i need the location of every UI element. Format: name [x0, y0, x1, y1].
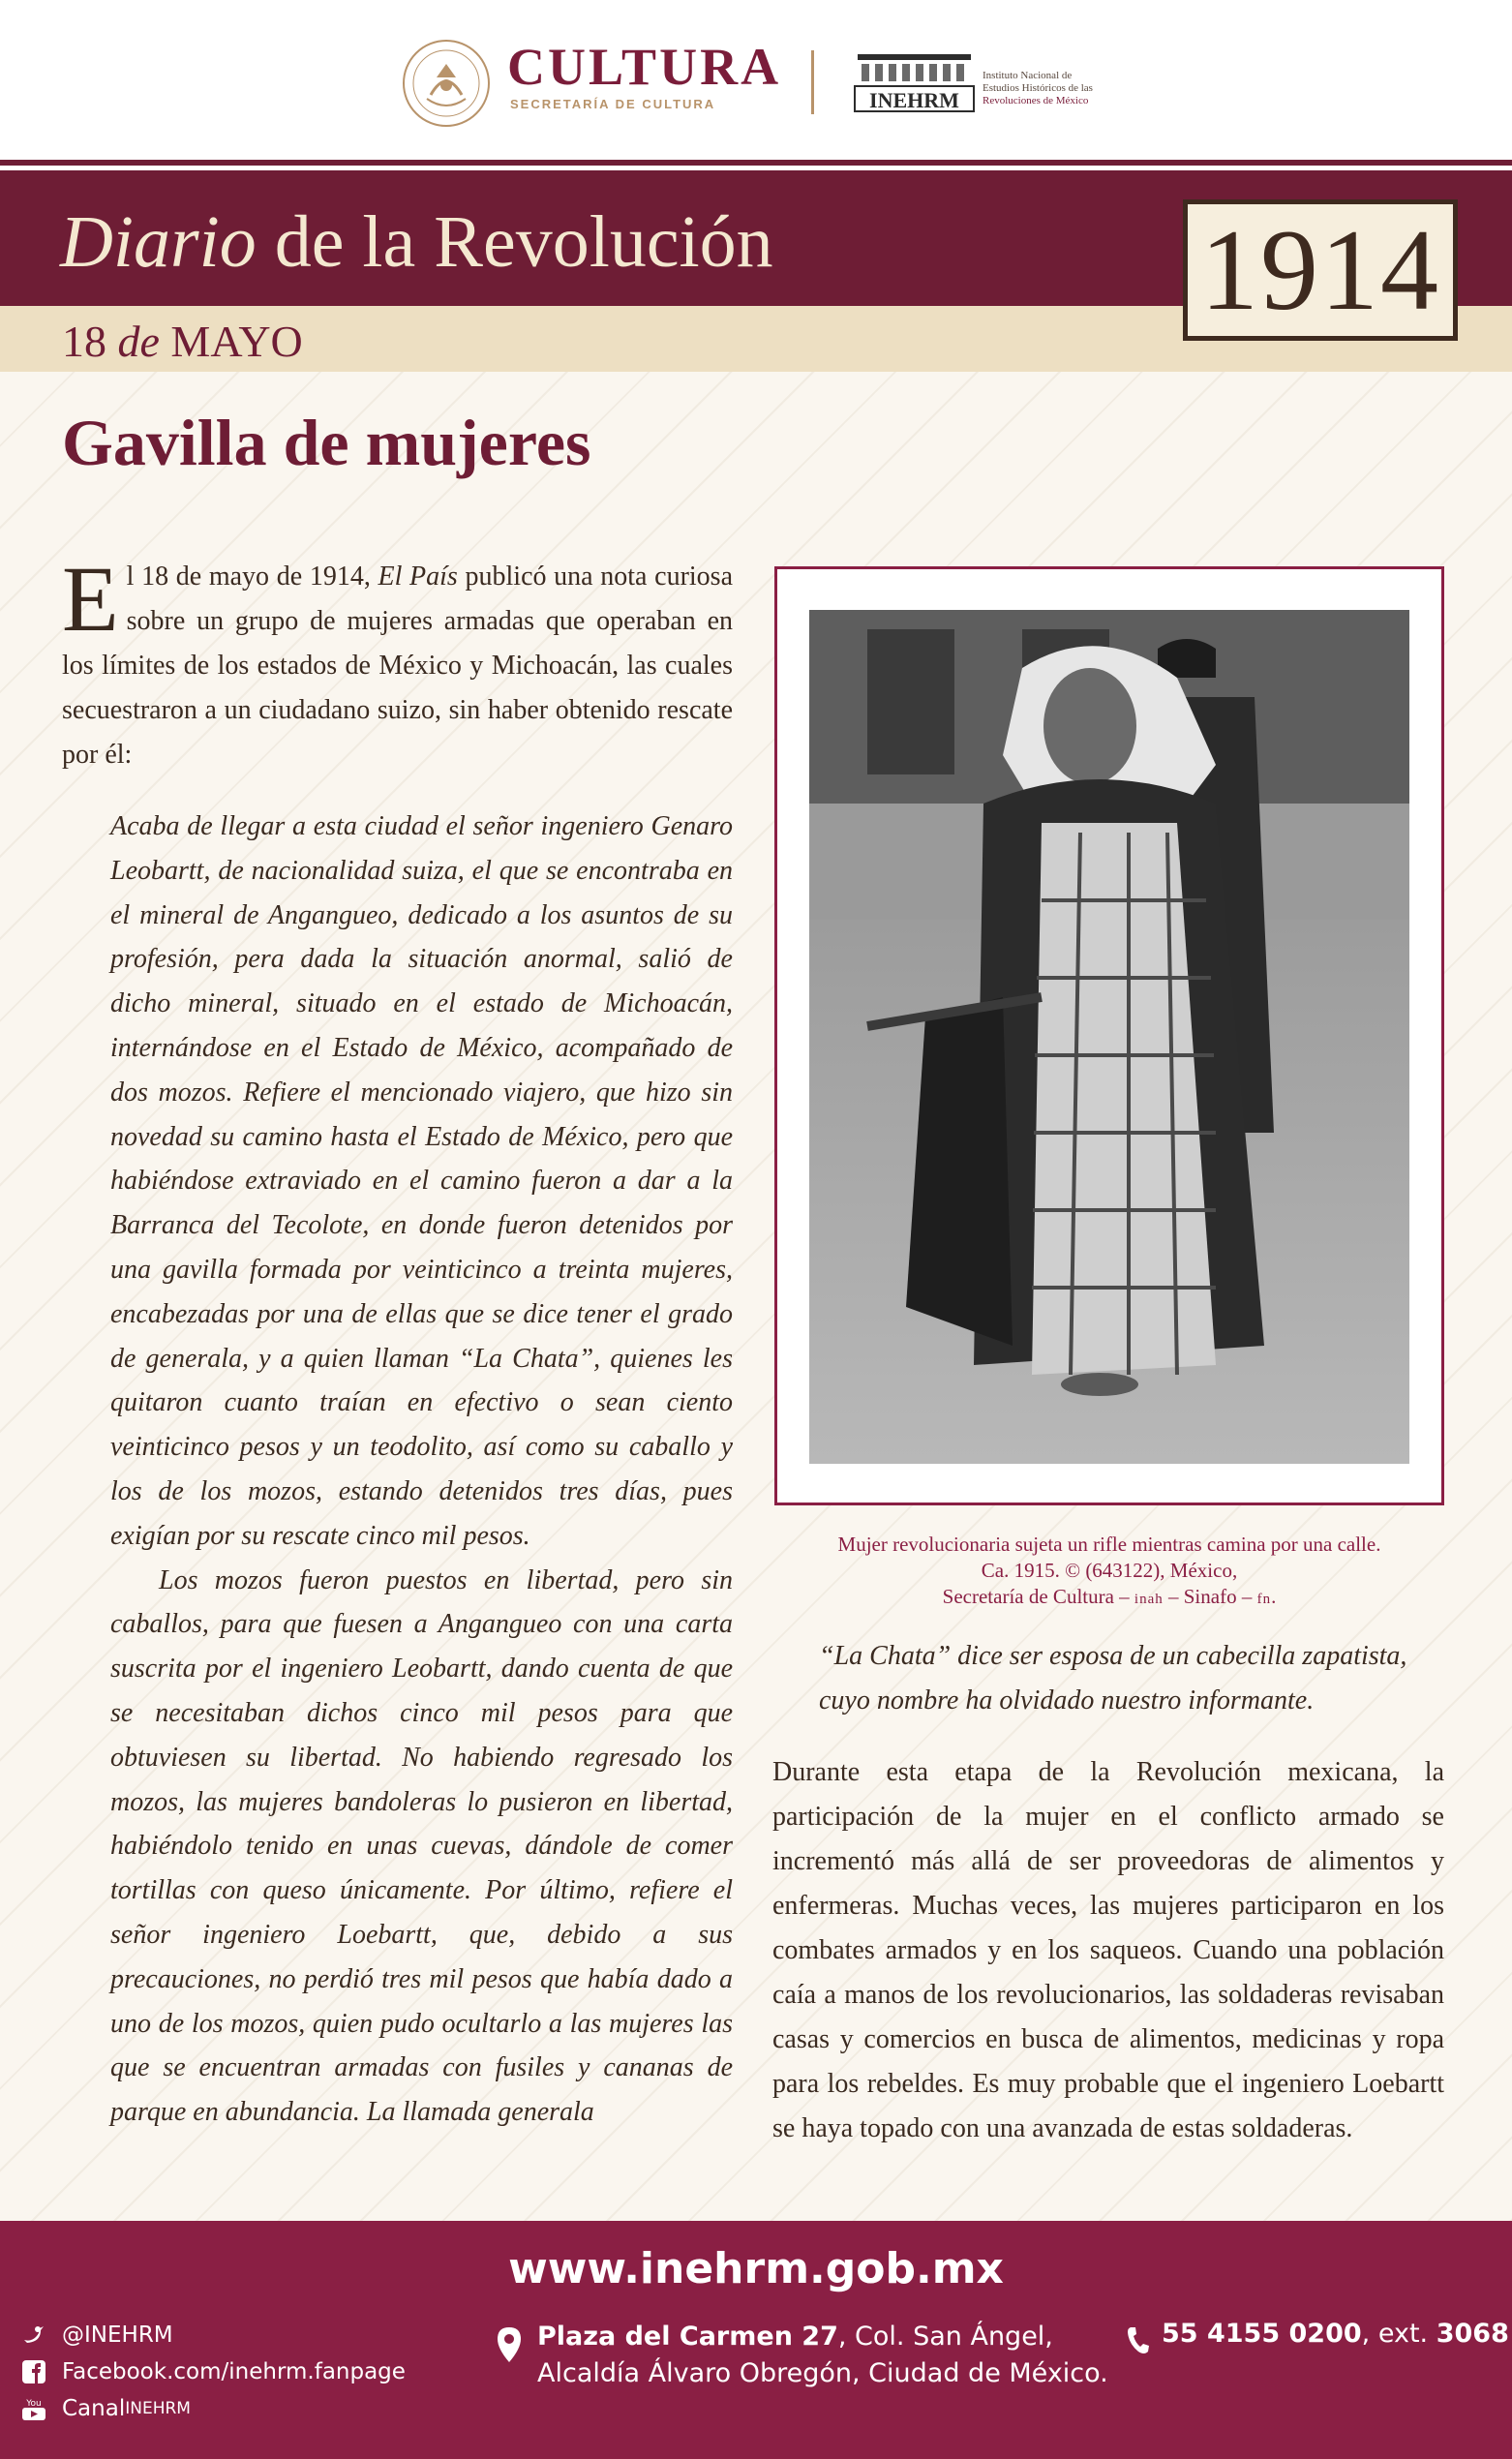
intro-paragraph — [62, 547, 733, 777]
pull-quote: “La Chata” dice ser esposa de un cabecilla zapatista, cuyo nombre ha olvidado nuestro informante. — [819, 1641, 1407, 1715]
youtube-link[interactable] — [21, 2390, 428, 2427]
address-street: Plaza del Carmen 27 — [537, 2322, 838, 2352]
header-top-rule — [0, 160, 1512, 166]
location-pin-icon — [496, 2325, 523, 2364]
year-badge: 1914 — [1183, 199, 1458, 341]
inehrm-line-3: Revoluciones de México — [983, 95, 1089, 106]
svg-text:You: You — [26, 2399, 42, 2409]
mexican-coat-of-arms-icon — [402, 39, 491, 128]
intro-text-2: publicó una nota curiosa sobre un grupo de mujeres armadas que operaban en los límites de los estados de México y Michoacán, las cuales secuestraron a un ciudadano suizo, sin haber obtenido rescate por él: — [62, 562, 733, 770]
title-italic: Diario — [60, 201, 257, 283]
date-day: 18 — [62, 317, 106, 366]
caption-fn: fn — [1256, 1592, 1272, 1607]
cultura-logo-subtitle: SECRETARÍA DE CULTURA — [510, 97, 716, 111]
quote-paragraph-2: Los mozos fueron puestos en libertad, pero sin caballos, para que fuesen a Angangueo con una carta suscrita por el ingeniero Leobartt, dando cuenta de que se necesitaban dichos cinco mil pesos para que obtuviesen su libertad. No habiendo regresado los mozos, las mujeres bandoleras lo pusieron en libertad, habiéndolo tenido en unas cuevas, dándole de comer tortillas con queso únicamente. Por último, refiere el señor ingeniero Loebartt, que, debido a sus precauciones, no perdió tres mil pesos que había dado a uno de los mozos, quien pudo ocultarlo a las mujeres las que se encuentran armadas con fusiles y cananas de parque en abundancia. La llamada generala — [110, 1564, 733, 2128]
inehrm-logo-name: INEHRM — [854, 85, 975, 112]
date-label — [62, 316, 303, 367]
caption-line-2: Ca. 1915. © (643122), México, — [981, 1559, 1238, 1582]
twitter-link[interactable] — [21, 2317, 428, 2353]
logo-divider — [811, 50, 814, 114]
address — [537, 2319, 1108, 2392]
date-de: de — [117, 317, 160, 366]
page-title — [60, 200, 773, 285]
address-city: Alcaldía Álvaro Obregón, Ciudad de México. — [537, 2358, 1108, 2388]
phone-number[interactable] — [1162, 2319, 1509, 2349]
youtube-label: Canal — [62, 2396, 126, 2421]
youtube-channel: INEHRM — [125, 2399, 191, 2418]
drop-cap: E — [62, 547, 119, 651]
inehrm-line-1: Instituto Nacional de — [983, 70, 1073, 81]
phone-icon — [1125, 2325, 1150, 2356]
intro-text-1: l 18 de mayo de 1914, — [126, 562, 378, 592]
inehrm-logo-text — [983, 70, 1137, 107]
caption-line-3a: Secretaría de Cultura – — [942, 1585, 1134, 1608]
caption-end: . — [1271, 1585, 1277, 1608]
revolutionary-woman-photo — [809, 610, 1409, 1464]
address-colonia: , Col. San Ángel, — [837, 2322, 1053, 2352]
youtube-icon — [21, 2396, 46, 2421]
caption-inah: inah — [1134, 1592, 1164, 1607]
website-link[interactable]: www.inehrm.gob.mx — [508, 2244, 1004, 2293]
phone-ext-label: , ext. — [1361, 2319, 1436, 2349]
caption-line-3 — [774, 1584, 1444, 1613]
caption-line-1: Mujer revolucionaria sujeta un rifle mientras camina por una calle. — [837, 1533, 1381, 1556]
phone-ext: 3068 — [1436, 2319, 1509, 2349]
social-links — [21, 2317, 428, 2427]
newspaper-name: El País — [378, 562, 458, 592]
cultura-logo-word: CULTURA — [507, 38, 782, 96]
facebook-link[interactable] — [21, 2353, 428, 2390]
facebook-icon — [21, 2359, 46, 2384]
quote-paragraph-1: Acaba de llegar a esta ciudad el señor ingeniero Genaro Leobartt, de nacionalidad suiza, el que se encontraba en el mineral de Angangueo, dedicado a los asuntos de su profesión, pera dada la situación anormal, salió de dicho mineral, situado en el estado de Michoacán, internándose en el Estado de México, acompañado de dos mozos. Refiere el mencionado viajero, que hizo sin novedad su camino hasta el Estado de México, pero que habiéndose extraviado en el camino fueron a dar a la Barranca del Tecolote, en donde fueron detenidos por una gavilla formada por veinticinco a treinta mujeres, encabezadas por una de ellas que se dice tener el grado de generala, y a quien llaman “La Chata”, quienes les quitaron cuanto traían en efectivo o sean ciento veinticinco pesos y un teodolito, así como su caballo y los de los mozos, estando detenidos tres días, pues exigían por su rescate cinco mil pesos. — [110, 811, 733, 1551]
photo-caption — [774, 1532, 1444, 1613]
facebook-url: Facebook.com/inehrm.fanpage — [62, 2359, 406, 2384]
twitter-icon — [21, 2322, 46, 2348]
twitter-handle: @INEHRM — [62, 2322, 173, 2348]
block-quote — [110, 804, 733, 2135]
date-month: MAYO — [170, 317, 303, 366]
title-rest: de la Revolución — [256, 201, 773, 283]
inehrm-line-2: Estudios Históricos de las — [983, 82, 1093, 94]
body-paragraph: Durante esta etapa de la Revolución mexicana, la participación de la mujer en el conflicto armado se incrementó más allá de ser proveedoras de alimentos y enfermeras. Muchas veces, las mujeres participaron en los combates armados y en los saqueos. Cuando una población caía a manos de los revolucionarios, las soldaderas revisaban casas y comercios en busca de alimentos, medicinas y ropa para los rebeldes. Es muy probable que el ingeniero Loebartt se haya topado con una avanzada de estas soldaderas. — [772, 1757, 1444, 2143]
phone-main: 55 4155 0200 — [1162, 2319, 1362, 2349]
article-title: Gavilla de mujeres — [62, 406, 591, 479]
caption-line-3b: – Sinafo – — [1163, 1585, 1257, 1608]
